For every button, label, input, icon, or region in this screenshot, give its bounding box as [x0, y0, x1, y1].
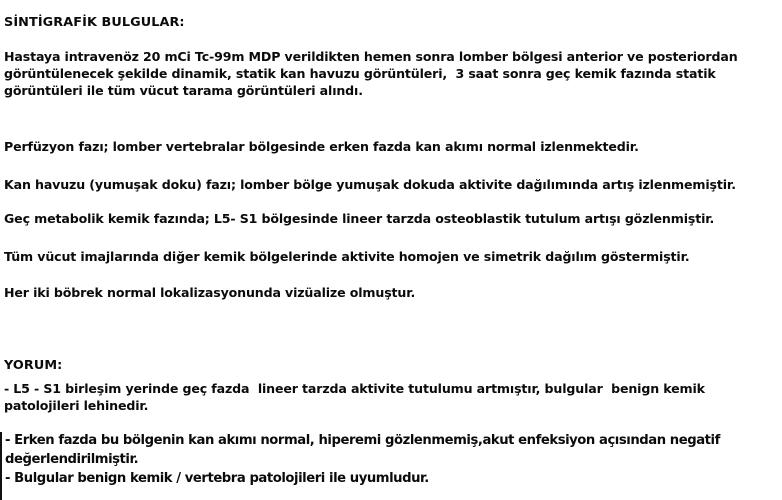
findings-section-heading: SİNTİGRAFİK BULGULAR:: [4, 15, 185, 30]
blood-pool-phase-paragraph: Kan havuzu (yumuşak doku) fazı; lomber bölge yumuşak dokuda aktivite dağılımında artış izlenmemiştir.: [4, 177, 736, 192]
perfusion-phase-paragraph: Perfüzyon fazı; lomber vertebralar bölgesinde erken fazda kan akımı normal izlenmektedir.: [4, 139, 639, 154]
whole-body-imaging-paragraph: Tüm vücut imajlarında diğer kemik bölgelerinde aktivite homojen ve simetrik dağılım göstermiştir.: [4, 249, 690, 264]
late-metabolic-phase-paragraph: Geç metabolik kemik fazında; L5- S1 bölgesinde lineer tarzda osteoblastik tutulum artışı gözlenmiştir.: [4, 211, 715, 226]
comment-quoted-group: [0, 432, 782, 500]
comment-list-item: - Erken fazda bu bölgenin kan akımı normal, hiperemi gözlenmemiş,akut enfeksiyon açısından negatif değerlendirilmiştir.: [5, 433, 725, 467]
comment-section-heading: YORUM:: [4, 358, 63, 373]
kidneys-paragraph: Her iki böbrek normal lokalizasyonunda vizüalize olmuştur.: [4, 285, 416, 300]
comment-list-item: - L5 - S1 birleşim yerinde geç fazda lineer tarzda aktivite tutulumu artmıştır, bulgular benign kemik patolojileri lehinedir.: [4, 381, 710, 413]
comment-list-item: - Bulgular benign kemik / vertebra patolojileri ile uyumludur.: [5, 471, 429, 486]
procedure-description-paragraph: Hastaya intravenöz 20 mCi Tc-99m MDP verildikten hemen sonra lomber bölgesi anterior ve posteriordan görüntülenecek şekilde dinamik, statik kan havuzu görüntüleri, 3 saat sonra geç kemik fazında statik görüntüleri ile tüm vücut tarama görüntüleri alındı.: [4, 49, 742, 98]
